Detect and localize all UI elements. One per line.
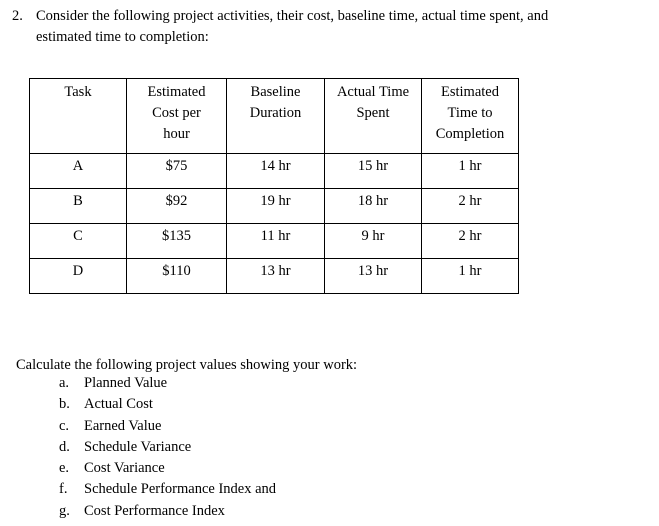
list-item-text: Earned Value: [84, 417, 162, 434]
header-estimated-cost: [127, 79, 227, 154]
header-actual-line-2: Spent: [356, 105, 390, 121]
header-baseline-line-1: Baseline: [250, 84, 301, 100]
table-row: [30, 189, 519, 224]
list-item-text: Actual Cost: [84, 396, 153, 413]
cell-task: D: [30, 259, 127, 294]
list-item-letter: c.: [59, 417, 70, 434]
cell-baseline: 13 hr: [227, 259, 325, 294]
question-line-1-text: Consider the following project activities, their cost, baseline time, actual time spent, and: [36, 8, 549, 24]
project-activities-table: [29, 78, 519, 294]
header-task: [30, 79, 127, 154]
list-item: [59, 501, 276, 522]
list-item-text: Cost Performance Index: [84, 502, 225, 519]
list-item-letter: f.: [59, 481, 68, 498]
cell-cost: $110: [127, 259, 227, 294]
header-baseline-duration: [227, 79, 325, 154]
list-item-letter: d.: [59, 438, 70, 455]
calculate-intro: Calculate the following project values showing your work:: [16, 357, 358, 373]
cell-task: B: [30, 189, 127, 224]
table-row: [30, 259, 519, 294]
list-item-letter: b.: [59, 396, 70, 413]
list-item: [59, 416, 276, 437]
question-line-2: estimated time to completion:: [36, 29, 209, 45]
list-item: [59, 458, 276, 479]
cell-task: A: [30, 154, 127, 189]
header-estimated-cost-line-2: Cost per: [152, 105, 201, 121]
header-baseline-line-2: Duration: [249, 105, 302, 121]
cell-baseline: 19 hr: [227, 189, 325, 224]
list-item-text: Cost Variance: [84, 460, 165, 477]
cell-actual: 13 hr: [325, 259, 422, 294]
cell-actual: 15 hr: [325, 154, 422, 189]
cell-actual: 18 hr: [325, 189, 422, 224]
header-completion-line-2: Time to: [447, 105, 493, 121]
table-row: [30, 224, 519, 259]
header-estimated-cost-line-1: Estimated: [147, 84, 206, 100]
cell-actual: 9 hr: [325, 224, 422, 259]
cell-cost: $92: [127, 189, 227, 224]
list-item-text: Schedule Variance: [84, 438, 192, 455]
list-item: [59, 479, 276, 500]
list-item-letter: a.: [59, 375, 70, 391]
header-completion-line-1: Estimated: [441, 84, 499, 100]
cell-completion: 2 hr: [422, 224, 519, 259]
list-item-letter: e.: [59, 460, 70, 477]
cell-baseline: 14 hr: [227, 154, 325, 189]
cell-baseline: 11 hr: [227, 224, 325, 259]
list-item: [59, 373, 276, 394]
list-item-letter: g.: [59, 502, 70, 519]
list-item: [59, 437, 276, 458]
header-estimated-cost-line-3: hour: [163, 126, 190, 142]
header-actual-line-1: Actual Time: [336, 84, 410, 100]
table-row: [30, 154, 519, 189]
question-number: 2.: [12, 8, 23, 24]
table-header-row: [30, 79, 519, 154]
cell-completion: 2 hr: [422, 189, 519, 224]
cell-completion: 1 hr: [422, 259, 519, 294]
header-actual-time: [325, 79, 422, 154]
list-item-text: Schedule Performance Index and: [84, 481, 277, 498]
cell-task: C: [30, 224, 127, 259]
question-line-1: [12, 6, 632, 27]
list-item-text: Planned Value: [84, 375, 168, 391]
header-task-line-1: Task: [64, 84, 92, 100]
header-completion-line-3: Completion: [435, 126, 505, 142]
cell-cost: $75: [127, 154, 227, 189]
calculate-list: [59, 373, 276, 522]
question-text: [12, 6, 632, 48]
cell-completion: 1 hr: [422, 154, 519, 189]
list-item: [59, 394, 276, 415]
header-estimated-completion: [422, 79, 519, 154]
cell-cost: $135: [127, 224, 227, 259]
